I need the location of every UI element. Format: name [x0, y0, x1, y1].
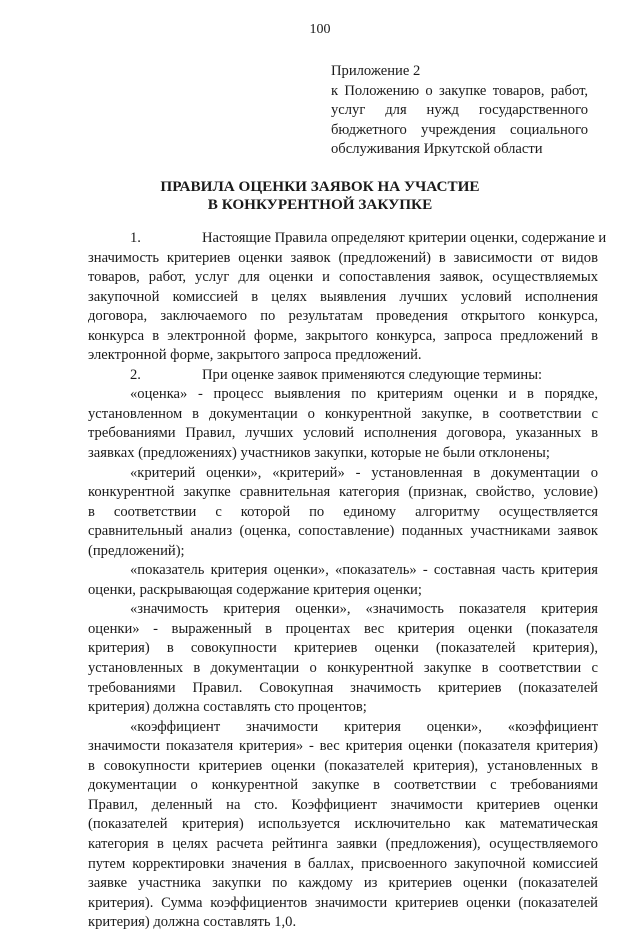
- title-line: В КОНКУРЕНТНОЙ ЗАКУПКЕ: [207, 196, 433, 213]
- appendix-line: Приложение 2: [331, 63, 421, 79]
- paragraph-line: «оценка» - процесс выявления по критериям оценки и в порядке,: [130, 386, 598, 403]
- paragraph-line: «критерий оценки», «критерий» - установленная в документации о: [130, 464, 598, 481]
- paragraph-line: в совокупности критериев оценки (показателей критерия), установленных в: [88, 757, 598, 774]
- term-ocenka: [88, 385, 598, 463]
- paragraph-item-2: [88, 366, 598, 386]
- paragraph-line: путем корректировки значения в баллах, присвоенного закупочной комиссией: [88, 855, 598, 872]
- paragraph-line: в соответствии с которой по единому алгоритму осуществляется: [88, 503, 598, 520]
- paragraph-line: категория в целях расчета рейтинга заявки (предложения), осуществляемого: [88, 835, 598, 852]
- paragraph-line: закупочной комиссией в целях выявления лучших условий исполнения: [88, 288, 598, 305]
- paragraph-line: конкурса в электронной форме, закрытого конкурса, запроса предложений в: [88, 327, 598, 344]
- paragraph-line: «коэффициент значимости критерия оценки», «коэффициент: [130, 718, 598, 735]
- paragraph-item-1: [88, 229, 607, 366]
- paragraph-line: документации о конкурентной закупке в соответствии с требованиями: [88, 777, 598, 794]
- paragraph-line: товаров, работ, услуг для оценки и сопоставления заявок, осуществляемых: [88, 269, 598, 286]
- paragraph-line: критерия) в совокупности критериев оценки (показателей критерия),: [88, 640, 598, 657]
- paragraph-line: значимости показателя критерия» - вес критерия оценки (показателя критерия): [88, 738, 598, 755]
- page-number: 100: [309, 22, 331, 37]
- paragraph-line: (предложений);: [88, 542, 185, 559]
- appendix-header: [331, 62, 588, 160]
- paragraph-line: электронной форме, закрытого запроса предложений.: [88, 347, 422, 364]
- paragraph-line: договора, заключаемого по результатам проведения открытого конкурса,: [88, 308, 598, 325]
- paragraph-line: критерия) должна составлять 1,0.: [88, 914, 297, 931]
- paragraph-line: сравнительный анализ (оценка, сопоставление) поданных участниками заявок: [88, 523, 598, 540]
- paragraph-line: оценки» - выраженный в процентах вес критерия оценки (показателя: [88, 620, 598, 637]
- paragraph-line: 2. При оценке заявок применяются следующие термины:: [88, 366, 598, 386]
- term-kriteriy: [88, 464, 598, 562]
- paragraph-line: (показателей критерия) используется исключительно как математическая: [88, 816, 598, 833]
- paragraph-line: оценки, раскрывающая содержание критерия оценки;: [88, 581, 422, 598]
- paragraph-line: заявке участника закупки по каждому из критериев оценки (показателей: [88, 875, 598, 892]
- paragraph-line: значимость критериев оценки заявок (предложений) в зависимости от видов: [88, 249, 598, 266]
- appendix-line: бюджетного учреждения социального: [331, 121, 588, 138]
- appendix-line: обслуживания Иркутской области: [331, 141, 543, 157]
- document-body: [88, 229, 607, 933]
- paragraph-line: установленных в документации о конкурентной закупке в соответствии с: [88, 660, 598, 677]
- paragraph-line: Правил, деленный на сто. Коэффициент значимости критериев оценки: [88, 796, 598, 813]
- paragraph-line: заявках (предложениях) участников закупки, которые не были отклонены;: [88, 445, 550, 462]
- paragraph-line: критерия) должна составлять сто процентов;: [88, 699, 367, 716]
- item-number: 1.: [130, 230, 141, 246]
- paragraph-line: «показатель критерия оценки», «показатель» - составная часть критерия: [130, 562, 598, 579]
- term-znachimost: [88, 600, 598, 717]
- item-number: 2.: [130, 366, 141, 383]
- term-pokazatel: [88, 561, 598, 600]
- paragraph-line: конкурентной закупке сравнительная категория (признак, свойство, условие): [88, 484, 598, 501]
- appendix-line: к Положению о закупке товаров, работ,: [331, 82, 588, 99]
- paragraph-line: требованиями Правил, лучших условий исполнения договора, указанных в: [88, 425, 598, 442]
- paragraph-line: 1. Настоящие Правила определяют критерии оценки, содержание и: [88, 229, 598, 249]
- paragraph-line: требованиями Правил. Совокупная значимость критериев (показателей: [88, 679, 598, 696]
- paragraph-line: «значимость критерия оценки», «значимость показателя критерия: [130, 601, 598, 618]
- document-title: [0, 178, 640, 214]
- term-koefficient: [88, 718, 598, 933]
- paragraph-line: установленном в документации о конкурентной закупке, в соответствии с: [88, 405, 598, 422]
- appendix-line: услуг для нужд государственного: [331, 102, 588, 118]
- paragraph-line: критерия). Сумма коэффициентов значимости критериев оценки (показателей: [88, 894, 598, 911]
- title-line: ПРАВИЛА ОЦЕНКИ ЗАЯВОК НА УЧАСТИЕ: [160, 178, 480, 195]
